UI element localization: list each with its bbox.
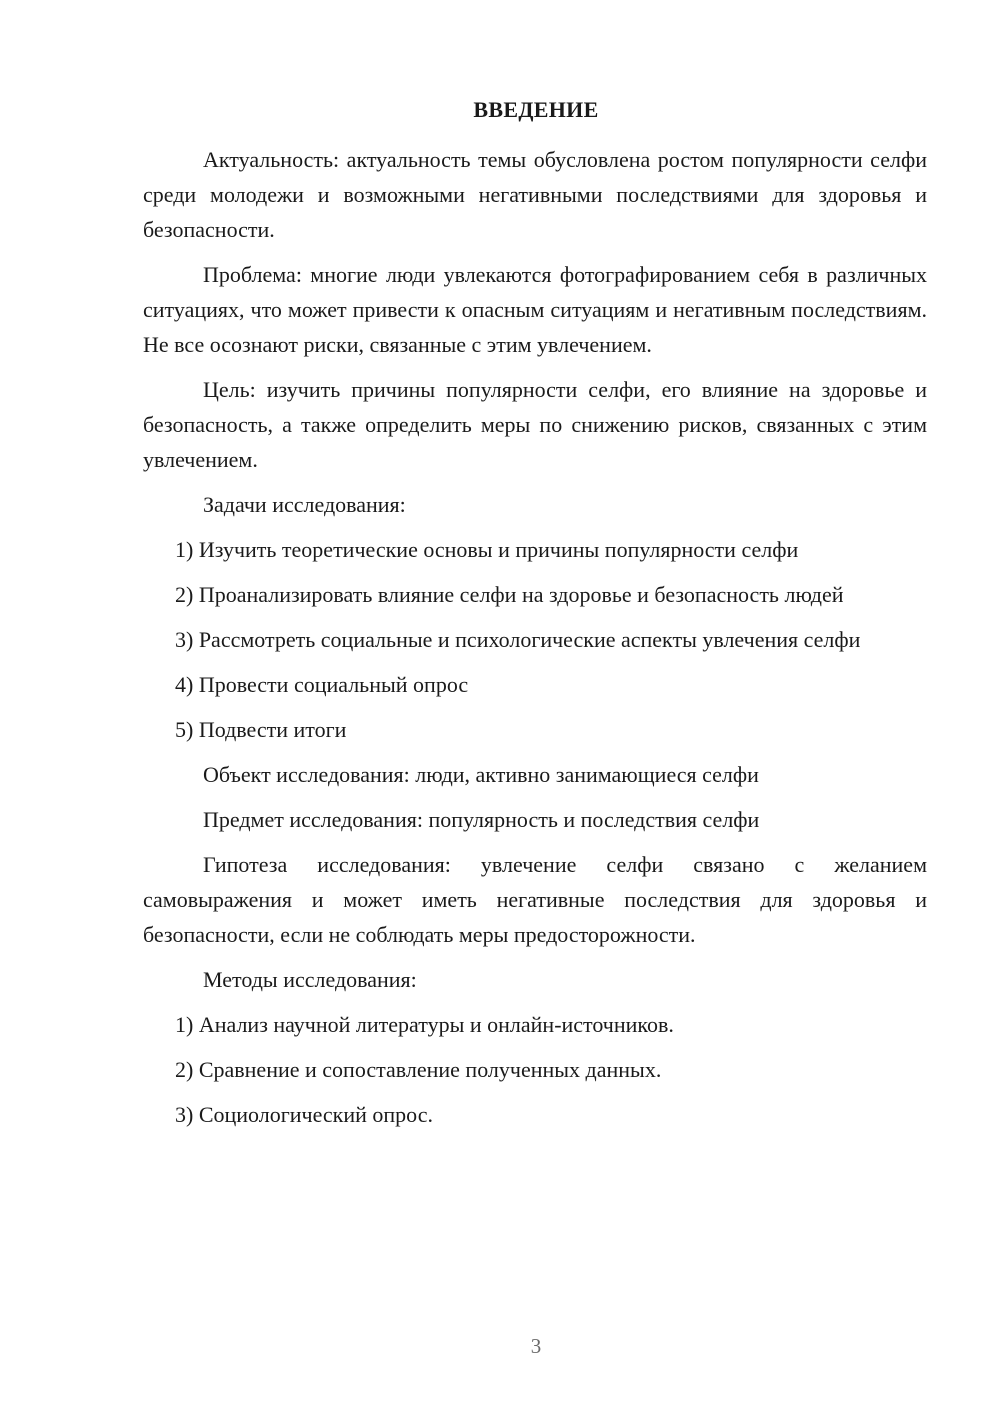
- page-title: ВВЕДЕНИЕ: [473, 97, 599, 122]
- tasks-heading: Задачи исследования:: [203, 492, 406, 517]
- task-item: 2) Проанализировать влияние селфи на здоровье и безопасность людей: [175, 582, 844, 607]
- subject-paragraph: Предмет исследования: популярность и последствия селфи: [203, 807, 760, 832]
- task-item: 1) Изучить теоретические основы и причины популярности селфи: [175, 537, 799, 562]
- hypothesis-paragraph: Гипотеза исследования: увлечение селфи связано с желанием самовыражения и может иметь негативные последствия для здоровья и безопасности, если не соблюдать меры предосторожности.: [143, 852, 927, 947]
- problem-paragraph: Проблема: многие люди увлекаются фотографированием себя в различных ситуациях, что может привести к опасным ситуациям и негативным последствиям. Не все осознают риски, связанные с этим увлечением.: [143, 262, 927, 357]
- method-item: 3) Социологический опрос.: [175, 1102, 433, 1127]
- goal-paragraph: Цель: изучить причины популярности селфи, его влияние на здоровье и безопасность, а также определить меры по снижению рисков, связанных с этим увлечением.: [143, 377, 927, 472]
- task-item: 5) Подвести итоги: [175, 717, 347, 742]
- page-number: 3: [530, 1334, 542, 1358]
- method-item: 1) Анализ научной литературы и онлайн-источников.: [175, 1012, 674, 1037]
- task-item: 3) Рассмотреть социальные и психологические аспекты увлечения селфи: [175, 627, 861, 652]
- task-item: 4) Провести социальный опрос: [175, 672, 469, 697]
- object-paragraph: Объект исследования: люди, активно занимающиеся селфи: [203, 762, 759, 787]
- method-item: 2) Сравнение и сопоставление полученных данных.: [175, 1057, 662, 1082]
- document-body: [143, 142, 927, 1142]
- relevance-paragraph: Актуальность: актуальность темы обусловлена ростом популярности селфи среди молодежи и возможными негативными последствиями для здоровья и безопасности.: [143, 147, 927, 242]
- methods-heading: Методы исследования:: [203, 967, 417, 992]
